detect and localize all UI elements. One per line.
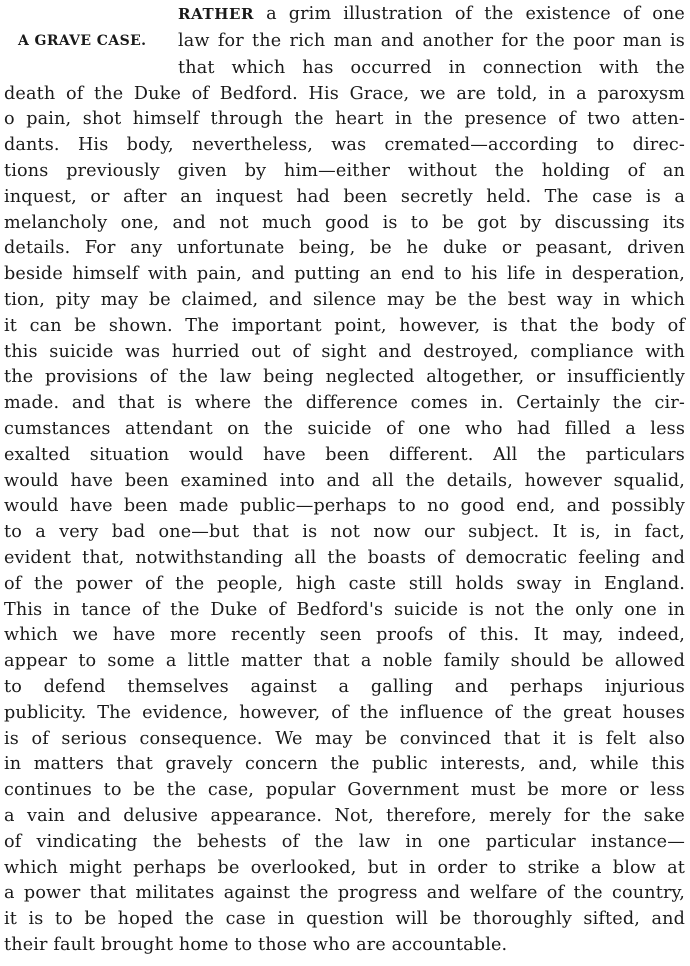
article-line-34: which might perhaps be overlooked, but in order to strike a blow at (4, 858, 685, 878)
article-line-3: that which has occurred in connection with the (178, 58, 685, 78)
article-line-1: RATHER a grim illustration of the existence of one (178, 4, 685, 24)
article-line-4: death of the Duke of Bedford. His Grace, we are told, in a paroxysm (4, 84, 685, 104)
article-line-24: This in tance of the Duke of Bedford's suicide is not the only one in (4, 600, 685, 620)
article-line-5: o pain, shot himself through the heart in the presence of two atten- (4, 109, 685, 129)
article-line-19: would have been examined into and all the details, however squalid, (4, 471, 685, 491)
article-line-30: in matters that gravely concern the public interests, and, while this (4, 754, 685, 774)
article-line-12: tion, pity may be claimed, and silence may be the best way in which (4, 290, 685, 310)
article-line-17: cumstances attendant on the suicide of one who had filled a less (4, 419, 685, 439)
opening-word: RATHER (178, 5, 255, 23)
article-line-31: continues to be the case, popular Government must be more or less (4, 780, 685, 800)
article-line-32: a vain and delusive appearance. Not, therefore, merely for the sake (4, 806, 685, 826)
article-line-9: melancholy one, and not much good is to be got by discussing its (4, 213, 685, 233)
article-line-33: of vindicating the behests of the law in one particular instance— (4, 832, 685, 852)
article-line-28: publicity. The evidence, however, of the influence of the great houses (4, 703, 685, 723)
article-line-23: of the power of the people, high caste still holds sway in England. (4, 574, 685, 594)
article-line-10: details. For any unfortunate being, be he duke or peasant, driven (4, 238, 685, 258)
article-line-7: tions previously given by him—either without the holding of an (4, 161, 685, 181)
article-line-8: inquest, or after an inquest had been secretly held. The case is a (4, 187, 685, 207)
article-line-20: would have been made public—perhaps to no good end, and possibly (4, 496, 685, 516)
article-line-15: the provisions of the law being neglected altogether, or insufficiently (4, 367, 685, 387)
article-line-25: which we have more recently seen proofs of this. It may, indeed, (4, 625, 685, 645)
article-line-11: beside himself with pain, and putting an end to his life in desperation, (4, 264, 685, 284)
article-line-26: appear to some a little matter that a noble family should be allowed (4, 651, 685, 671)
article-line-27: to defend themselves against a galling and perhaps injurious (4, 677, 685, 697)
article-line-13: it can be shown. The important point, however, is that the body of (4, 316, 685, 336)
side-heading: A GRAVE CASE. (18, 33, 147, 49)
article-line-18: exalted situation would have been different. All the particulars (4, 445, 685, 465)
article-line-35: a power that militates against the progress and welfare of the country, (4, 883, 685, 903)
article-line-14: this suicide was hurried out of sight and destroyed, compliance with (4, 342, 685, 362)
article-line-22: evident that, notwithstanding all the boasts of democratic feeling and (4, 548, 685, 568)
article-line-21: to a very bad one—but that is not now our subject. It is, in fact, (4, 522, 685, 542)
article-line-16: made. and that is where the difference comes in. Certainly the cir- (4, 393, 685, 413)
article-line-29: is of serious consequence. We may be convinced that it is felt also (4, 729, 685, 749)
article-line-2: law for the rich man and another for the poor man is (178, 31, 685, 51)
article-line-6: dants. His body, nevertheless, was cremated—according to direc- (4, 135, 685, 155)
article-line-36: it is to be hoped the case in question will be thoroughly sifted, and (4, 909, 685, 929)
article-line-37: their fault brought home to those who are accountable. (4, 935, 508, 955)
